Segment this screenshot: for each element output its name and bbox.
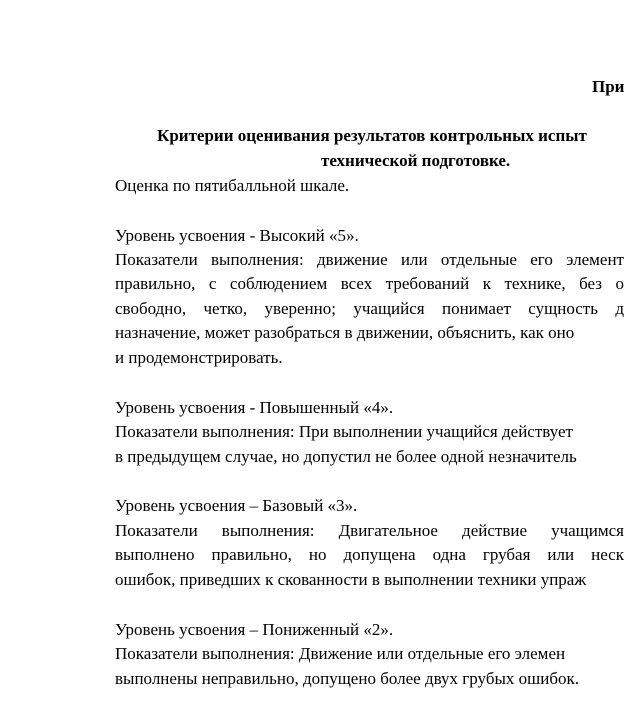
level-basic-text-line: выполнено правильно, но допущена одна грубая или неск xyxy=(115,545,624,564)
level-high-text-line: Показатели выполнения: движение или отдельные его элемент xyxy=(115,250,624,269)
level-high-text-line: назначение, может разобраться в движении, объяснить, как оно xyxy=(115,323,575,342)
document-title-line-1: Критерии оценивания результатов контрольных испыт xyxy=(157,126,587,145)
document-title-line-2: технической подготовке. xyxy=(321,151,511,170)
level-heading-low: Уровень усвоения – Пониженный «2». xyxy=(115,620,394,639)
level-basic-text-line: ошибок, приведших к скованности в выполнении техники упраж xyxy=(115,570,587,589)
level-heading-advanced: Уровень усвоения - Повышенный «4». xyxy=(115,398,394,417)
level-advanced-text-line: в предыдущем случае, но допустил не более одной незначитель xyxy=(115,447,577,466)
level-advanced-text-line: Показатели выполнения: При выполнении учащийся действует xyxy=(115,422,573,441)
level-heading-high: Уровень усвоения - Высокий «5». xyxy=(115,226,359,245)
level-heading-basic: Уровень усвоения – Базовый «3». xyxy=(115,496,358,515)
level-high-text-line: правильно, с соблюдением всех требований к технике, без о xyxy=(115,274,624,293)
appendix-label: При xyxy=(592,77,624,96)
level-low-text-line: выполнены неправильно, допущено более двух грубых ошибок. xyxy=(115,669,579,688)
level-basic-text-line: Показатели выполнения: Двигательное действие учащимся xyxy=(115,521,624,540)
level-high-text-line: свободно, четко, уверенно; учащийся понимает сущность д xyxy=(115,299,624,318)
level-high-text-line: и продемонстрировать. xyxy=(115,348,283,367)
grading-scale-intro: Оценка по пятибалльной шкале. xyxy=(115,176,350,195)
level-low-text-line: Показатели выполнения: Движение или отдельные его элемен xyxy=(115,644,566,663)
